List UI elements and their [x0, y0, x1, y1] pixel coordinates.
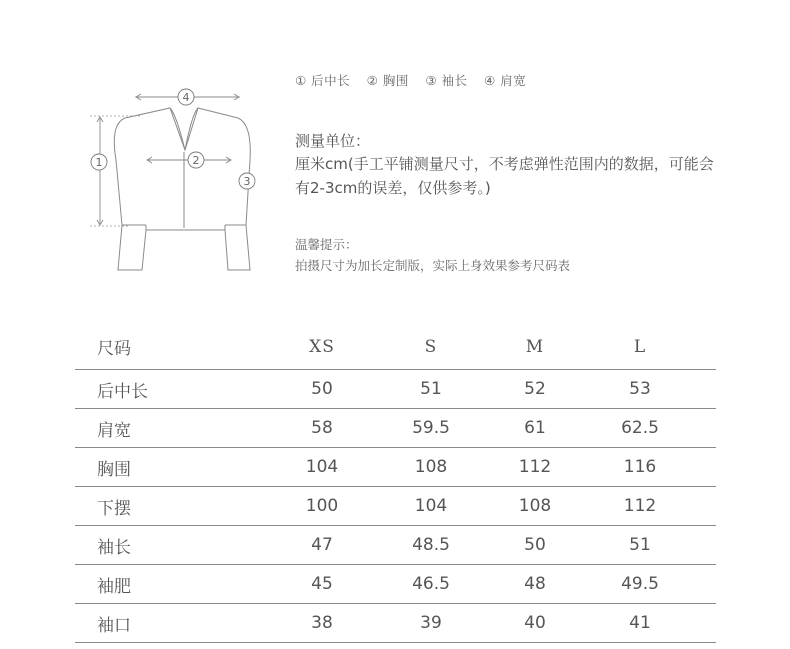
- cell-value: 46.5: [412, 574, 450, 594]
- cell-value: 40: [524, 613, 546, 633]
- cell-value: 47: [311, 535, 333, 555]
- cell-value: 112: [623, 496, 657, 516]
- svg-text:2: 2: [192, 154, 200, 167]
- measurement-unit-description: 厘米cm(手工平铺测量尺寸，不考虑弹性范围内的数据，可能会有2-3cm的误差，仅供参考。): [295, 155, 714, 197]
- table-row: [75, 447, 716, 486]
- row-label: 下摆: [97, 498, 131, 519]
- cell-value: 108: [518, 496, 552, 516]
- cell-value: 58: [311, 418, 333, 438]
- cell-value: 48: [524, 574, 546, 594]
- cell-value: 50: [524, 535, 546, 555]
- table-row: [75, 486, 716, 525]
- header-xs: XS: [309, 336, 335, 357]
- table-header-row: [75, 324, 716, 369]
- table-row: [75, 603, 716, 643]
- legend-item-back-length: ① 后中长: [295, 73, 351, 88]
- cell-value: 49.5: [621, 574, 659, 594]
- legend-item-chest: ② 胸围: [366, 73, 409, 88]
- cell-value: 104: [414, 496, 448, 516]
- row-label: 胸围: [97, 459, 131, 480]
- cell-value: 41: [629, 613, 651, 633]
- cell-value: 108: [414, 457, 448, 477]
- legend-item-shoulder-width: ④ 肩宽: [484, 73, 527, 88]
- garment-diagram: [80, 80, 280, 275]
- cell-value: 61: [524, 418, 546, 438]
- cell-value: 59.5: [412, 418, 450, 438]
- row-label: 肩宽: [97, 420, 131, 441]
- row-label: 袖口: [97, 615, 131, 636]
- svg-text:1: 1: [95, 156, 103, 169]
- cell-value: 51: [420, 379, 442, 399]
- marker-1: [91, 154, 107, 170]
- table-row: [75, 369, 716, 408]
- tips-description: 拍摄尺寸为加长定制版，实际上身效果参考尺码表: [295, 258, 571, 273]
- row-label: 袖肥: [97, 576, 131, 597]
- cell-value: 38: [311, 613, 333, 633]
- row-label: 后中长: [97, 381, 148, 402]
- cell-value: 39: [420, 613, 442, 633]
- cell-value: 100: [305, 496, 339, 516]
- measurement-legend: [295, 71, 538, 89]
- cell-value: 45: [311, 574, 333, 594]
- cell-value: 48.5: [412, 535, 450, 555]
- table-row: [75, 525, 716, 564]
- cell-value: 104: [305, 457, 339, 477]
- header-s: S: [424, 336, 438, 357]
- cell-value: 52: [524, 379, 546, 399]
- cell-value: 51: [629, 535, 651, 555]
- table-row: [75, 408, 716, 447]
- tips-title: 温馨提示：: [295, 237, 358, 252]
- cell-value: 62.5: [621, 418, 659, 438]
- header-size: 尺码: [97, 339, 131, 359]
- cell-value: 50: [311, 379, 333, 399]
- cardigan-outline: [114, 108, 250, 270]
- svg-text:3: 3: [243, 175, 251, 188]
- measurement-unit-title: 测量单位：: [295, 132, 371, 150]
- header-m: M: [525, 336, 545, 357]
- size-table: [75, 324, 716, 643]
- table-row: [75, 564, 716, 603]
- cell-value: 53: [629, 379, 651, 399]
- marker-4: [178, 89, 194, 105]
- marker-2: [188, 152, 204, 168]
- cell-value: 116: [623, 457, 657, 477]
- row-label: 袖长: [97, 537, 131, 558]
- marker-3: [239, 173, 255, 189]
- svg-text:4: 4: [182, 91, 190, 104]
- cell-value: 112: [518, 457, 552, 477]
- header-l: L: [633, 336, 647, 357]
- legend-item-sleeve-length: ③ 袖长: [425, 73, 468, 88]
